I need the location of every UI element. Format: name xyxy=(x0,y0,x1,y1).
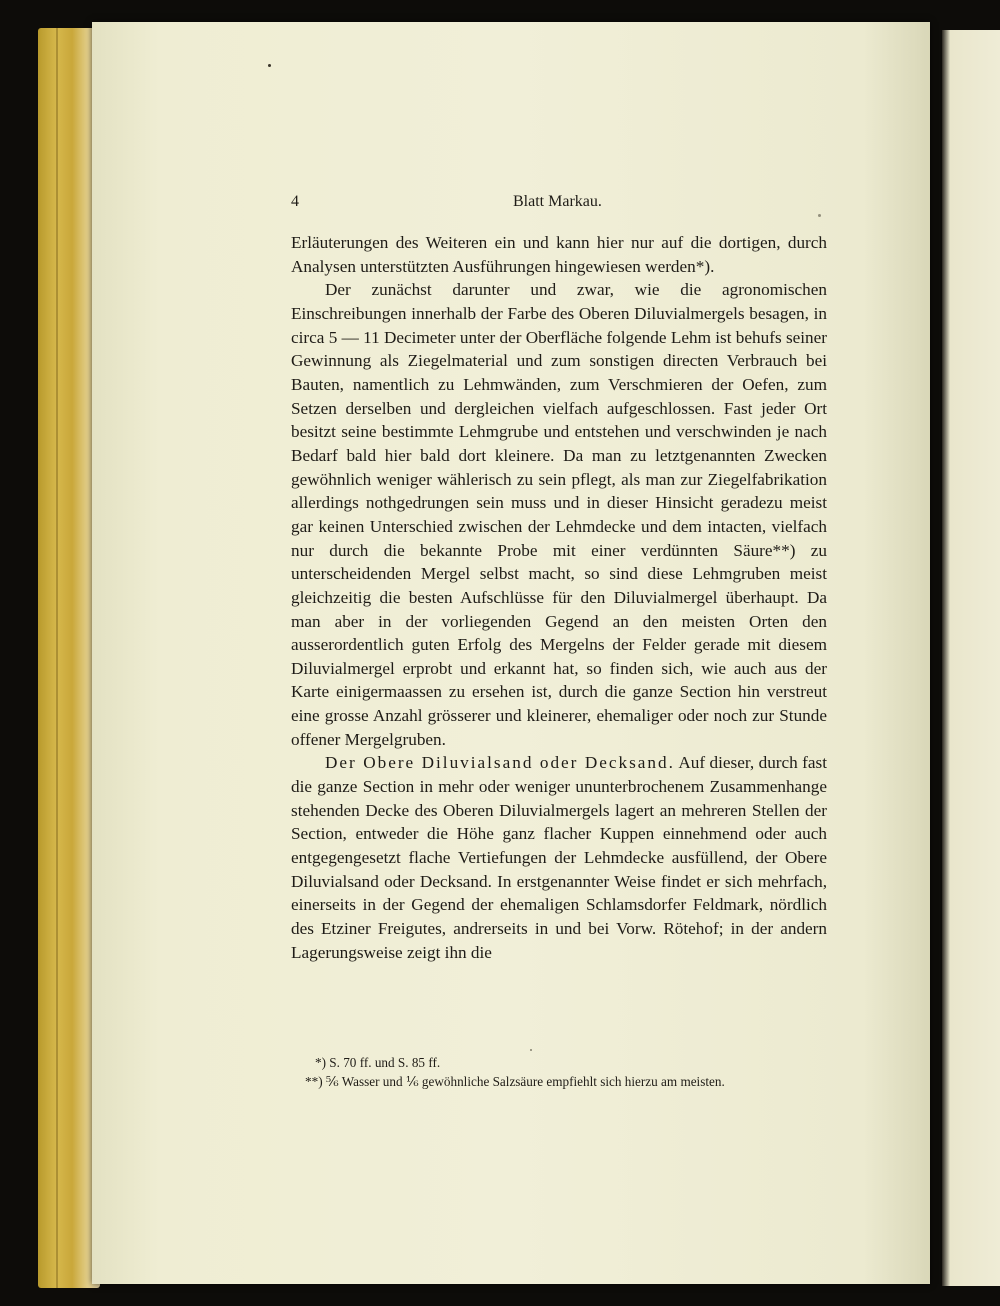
paper-speck xyxy=(268,64,271,67)
paragraph-continuation: Erläuterungen des Weiteren ein und kann hier nur auf die dortigen, durch Analysen unterstützten Ausführungen hingewiesen werden*). xyxy=(291,233,827,276)
footnote-2: **) ⅚ Wasser und ⅙ gewöhnliche Salzsäure empfiehlt sich hierzu am meisten. xyxy=(305,1074,725,1089)
section-text: Auf dieser, durch fast die ganze Section in mehr oder weniger ununterbrochenem Zusammenhange stehenden Decke des Oberen Diluvialmergels lagert an mehreren Stellen der Section, entweder die Höhe ganz flacher Kuppen einnehmend oder auch entgegengesetzt flache Vertiefungen der Lehmdecke ausfüllend, der Obere Diluvialsand oder Decksand. In erstgenannter Weise findet er sich mehrfach, einerseits in der Gegend der ehemaligen Schlamsdorfer Feldmark, nördlich des Etziner Freigutes, andrerseits in und bei Vorw. Rötehof; in der andern Lagerungsweise zeigt ihn die xyxy=(291,753,827,962)
paper-speck xyxy=(530,1049,532,1051)
paragraph-decksand xyxy=(291,751,827,964)
page-header xyxy=(291,193,831,217)
running-title: Blatt Markau. xyxy=(513,193,602,210)
section-heading: Der Obere Diluvialsand oder Decksand. xyxy=(325,753,675,773)
paper-speck xyxy=(818,214,821,217)
paragraph-lehm: Der zunächst darunter und zwar, wie die agronomischen Einschreibungen innerhalb der Farbe des Oberen Diluvialmergels besagen, in circa 5 — 11 Decimeter unter der Oberfläche folgende Lehm ist behufs seiner Gewinnung als Ziegelmaterial und zum sonstigen directen Verbrauch bei Bauten, namentlich zu Lehmwänden, zum Verschmieren der Oefen, zum Setzen derselben und dergleichen vielfach aufgeschlossen. Fast jeder Ort besitzt seine bestimmte Lehmgrube und entstehen und verschwinden je nach Bedarf bald hier bald dort kleinere. Da man zu letztgenannten Zwecken gewöhnlich weniger wählerisch zu sein pflegt, als man zur Ziegelfabrikation allerdings nothgedrungen sein muss und in dieser Hinsicht geradezu meist gar keinen Unterschied zwischen der Lehmdecke und dem intacten, vielfach nur durch die bekannte Probe mit einer verdünnten Säure**) zu unterscheidenden Mergel selbst macht, so sind diese Lehmgruben meist gleichzeitig die besten Aufschlüsse für den Diluvialmergel überhaupt. Da man aber in der vorliegenden Gegend an den meisten Orten den ausserordentlich guten Erfolg des Mergelns der Felder gerade mit diesem Diluvialmergel erprobt und erkannt hat, so finden sich, wie auch aus der Karte einigermaassen zu ersehen ist, durch die ganze Section hin verstreut eine grosse Anzahl grösserer und kleinerer, ehemaliger oder noch zur Stunde offener Mergelgruben. xyxy=(291,280,827,749)
body-text xyxy=(291,231,827,964)
facing-page-edge xyxy=(942,30,1000,1286)
gilt-page-edges xyxy=(38,28,100,1288)
footnote-1: *) S. 70 ff. und S. 85 ff. xyxy=(315,1055,441,1070)
footnotes xyxy=(291,1053,827,1091)
page-number: 4 xyxy=(291,193,299,210)
